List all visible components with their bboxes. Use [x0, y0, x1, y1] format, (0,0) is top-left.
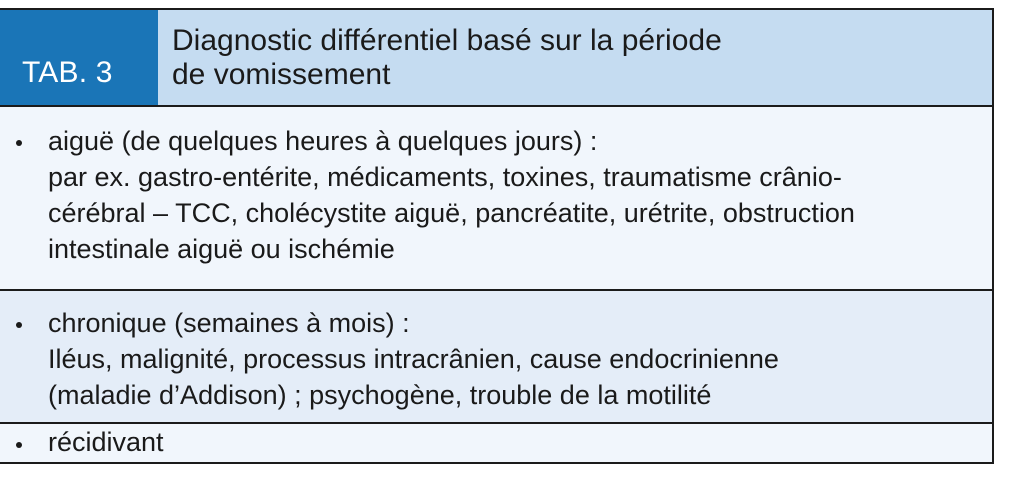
- row-recurrent-heading: récidivant: [48, 427, 164, 457]
- bullet-icon: [16, 140, 22, 146]
- row-acute-text-1: par ex. gastro-entérite, médicaments, toxines, traumatisme crânio-: [48, 162, 842, 192]
- row-acute-text-3: intestinale aiguë ou ischémie: [48, 234, 395, 264]
- differential-diagnosis-table: [0, 8, 994, 464]
- table-title-line-1: Diagnostic différentiel basé sur la période: [172, 24, 722, 57]
- table-row-acute: [0, 107, 992, 291]
- table-header: [0, 10, 992, 107]
- table-number-label: TAB. 3: [0, 10, 158, 105]
- row-chronic-heading: chronique (semaines à mois) :: [48, 308, 410, 338]
- row-acute-heading: aiguë (de quelques heures à quelques jours) :: [48, 126, 598, 156]
- row-acute-text-2: cérébral – TCC, cholécystite aiguë, pancréatite, urétrite, obstruction: [48, 198, 855, 228]
- row-chronic-text-2: (maladie d’Addison) ; psychogène, trouble de la motilité: [48, 380, 712, 410]
- table-title: [158, 10, 992, 105]
- bullet-icon: [16, 322, 22, 328]
- row-chronic-text-1: Iléus, malignité, processus intracrânien, cause endocrinienne: [48, 344, 779, 374]
- table-row-chronic: [0, 291, 992, 424]
- table-body: [0, 107, 992, 464]
- table-row-recurrent: [0, 424, 992, 464]
- bullet-icon: [16, 442, 22, 448]
- table-title-line-2: de vomissement: [172, 58, 391, 91]
